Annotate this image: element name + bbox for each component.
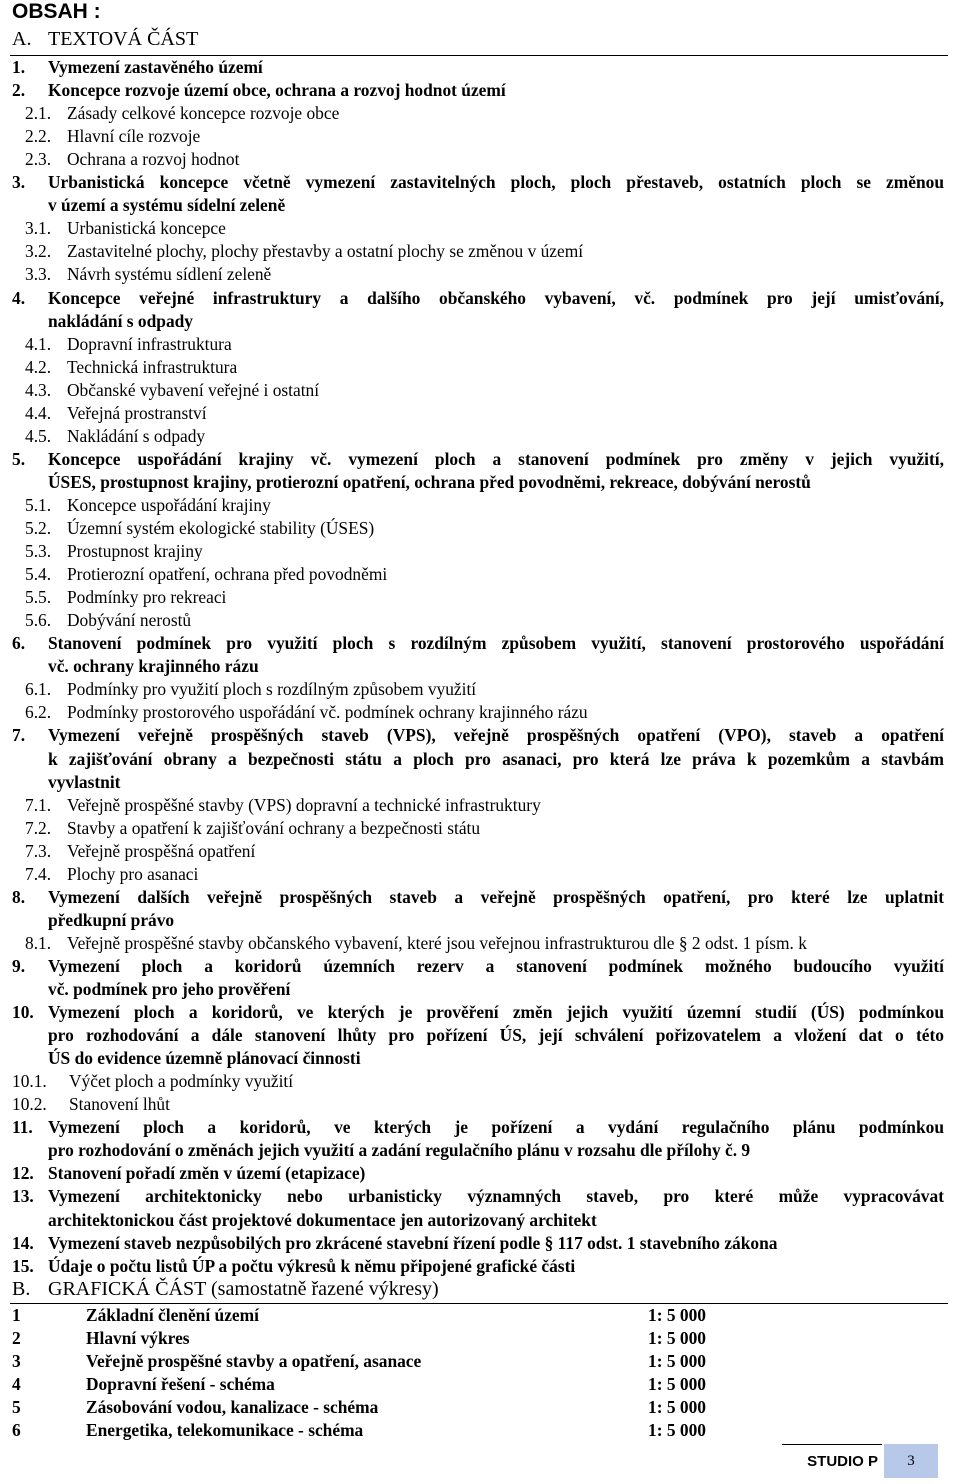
- toc-title: pro rozhodování a dále stanovení lhůty pro pořízení ÚS, její schválení pořizovatelem a vložení dat o této: [48, 1025, 944, 1046]
- toc-title: Koncepce rozvoje území obce, ochrana a rozvoj hodnot území: [48, 80, 506, 101]
- toc-title: Koncepce uspořádání krajiny vč. vymezení ploch a stanovení podmínek pro změny v jejich využití,: [48, 448, 944, 469]
- toc-subchapter-line: [0, 425, 960, 448]
- toc-title: Podmínky pro rekreaci: [67, 587, 227, 608]
- toc-chapter-line: [0, 632, 960, 655]
- drawing-scale: 1: 5 000: [648, 1420, 706, 1440]
- toc-title: Vymezení ploch a koridorů, ve kterých je pořízení a vydání regulačního plánu podmínkou: [48, 1117, 944, 1138]
- toc-chapter-line: [0, 1255, 960, 1278]
- toc-chapter-line: [0, 1209, 960, 1232]
- section-a-heading: [12, 28, 198, 51]
- toc-number: 10.: [12, 1002, 34, 1023]
- toc-chapter-line: [0, 471, 960, 494]
- section-a-letter: A.: [12, 28, 32, 50]
- toc-number: 2.2.: [25, 126, 52, 147]
- toc-title: Vymezení ploch a koridorů územních rezerv a stanovení podmínek možného budoucího využití: [48, 955, 944, 976]
- toc-number: 5.2.: [25, 518, 52, 538]
- toc-title: Podmínky pro využití ploch s rozdílným způsobem využití: [67, 679, 477, 700]
- toc-chapter-line: [0, 978, 960, 1001]
- drawing-name: Zásobování vodou, kanalizace - schéma: [86, 1397, 379, 1417]
- toc-chapter-line: [0, 724, 960, 747]
- toc-title: architektonickou část projektové dokumentace jen autorizovaný architekt: [48, 1209, 597, 1230]
- toc-title: Dopravní infrastruktura: [67, 333, 232, 354]
- drawing-name: Základní členění území: [86, 1305, 259, 1325]
- toc-subchapter-line: [0, 840, 960, 863]
- toc-title: Zásady celkové koncepce rozvoje obce: [67, 103, 340, 124]
- toc-subchapter-line: [0, 586, 960, 609]
- toc-subchapter-line: [0, 678, 960, 701]
- toc-number: 7.: [12, 725, 26, 746]
- toc-number: 7.1.: [25, 794, 52, 815]
- toc-title: Územní systém ekologické stability (ÚSES): [67, 518, 375, 538]
- toc-subchapter-line: [0, 494, 960, 517]
- toc-subchapter-line: [0, 701, 960, 724]
- toc-title: Stavby a opatření k zajišťování ochrany a bezpečnosti státu: [67, 817, 481, 838]
- toc-title: Stanovení lhůt: [69, 1094, 170, 1115]
- drawing-number: 6: [12, 1420, 21, 1440]
- toc-number: 4.1.: [25, 333, 52, 354]
- toc-chapter-line: [0, 748, 960, 771]
- toc-title: ÚS do evidence územně plánovací činnosti: [48, 1048, 361, 1069]
- toc-subchapter-line: [0, 863, 960, 886]
- toc-number: 4.3.: [25, 379, 52, 400]
- toc-title: vč. ochrany krajinného rázu: [48, 656, 259, 677]
- toc-title: Veřejně prospěšná opatření: [67, 840, 256, 861]
- drawing-number: 5: [12, 1397, 21, 1417]
- drawing-scale: 1: 5 000: [648, 1305, 706, 1325]
- toc-number: 3.: [12, 172, 26, 193]
- toc-subchapter-line: [0, 125, 960, 148]
- toc-subchapter-line: [0, 217, 960, 240]
- toc-number: 12.: [12, 1163, 34, 1184]
- toc-chapter-line: [0, 1139, 960, 1162]
- toc-title: Stanovení podmínek pro využití ploch s rozdílným způsobem využití, stanovení prostorového uspořádání: [48, 633, 944, 654]
- drawing-name: Hlavní výkres: [86, 1328, 190, 1348]
- toc-number: 4.: [12, 287, 26, 308]
- toc-title: Urbanistická koncepce: [67, 218, 226, 239]
- toc-title: Dobývání nerostů: [67, 610, 192, 631]
- toc-title: Vymezení veřejně prospěšných staveb (VPS), veřejně prospěšných opatření (VPO), staveb a opatření: [48, 725, 944, 746]
- drawing-row: [0, 1396, 960, 1419]
- section-b-heading: [12, 1278, 439, 1301]
- toc-number: 3.3.: [25, 264, 52, 285]
- toc-number: 6.2.: [25, 702, 52, 723]
- toc-number: 11.: [12, 1117, 33, 1138]
- toc-number: 6.: [12, 633, 26, 654]
- toc-number: 2.1.: [25, 103, 52, 124]
- toc-number: 15.: [12, 1255, 34, 1276]
- page-footer: [782, 1444, 958, 1478]
- drawing-row: [0, 1373, 960, 1396]
- toc-title: Koncepce uspořádání krajiny: [67, 494, 271, 515]
- toc-number: 3.2.: [25, 241, 52, 262]
- toc-number: 5.1.: [25, 494, 52, 515]
- toc-title: nakládání s odpady: [48, 310, 194, 331]
- toc-title: Stanovení pořadí změn v území (etapizace): [48, 1163, 366, 1184]
- toc-subchapter-line: [0, 794, 960, 817]
- toc-number: 4.5.: [25, 425, 52, 446]
- drawing-number: 1: [12, 1305, 21, 1325]
- toc-number: 7.3.: [25, 840, 52, 861]
- toc-chapter-line: [0, 955, 960, 978]
- toc-title: Vymezení zastavěného území: [48, 57, 263, 77]
- toc-chapter-line: [0, 1024, 960, 1047]
- toc-subchapter-line: [0, 263, 960, 286]
- toc-number: 8.1.: [25, 932, 52, 953]
- toc-title: Koncepce veřejné infrastruktury a dalšího občanského vybavení, vč. podmínek pro její umisťování,: [48, 287, 944, 308]
- toc-number: 1.: [12, 57, 26, 77]
- toc-number: 3.1.: [25, 218, 52, 239]
- toc-subchapter-line: [0, 102, 960, 125]
- toc-title: Návrh systému sídlení zeleně: [67, 264, 272, 285]
- toc-subchapter-line: [0, 563, 960, 586]
- toc-chapter-line: [0, 1001, 960, 1024]
- drawing-row: [0, 1419, 960, 1442]
- page-number: 3: [884, 1444, 938, 1478]
- toc-subchapter-line: [0, 1070, 960, 1093]
- drawing-row: [0, 1327, 960, 1350]
- toc-title: vč. podmínek pro jeho prověření: [48, 979, 291, 999]
- toc-number: 10.1.: [12, 1071, 47, 1092]
- toc-title: předkupní právo: [48, 909, 175, 930]
- toc-number: 2.3.: [25, 149, 52, 170]
- toc-number: 7.4.: [25, 863, 52, 884]
- toc-title: Urbanistická koncepce včetně vymezení zastavitelných ploch, ploch přestaveb, ostatních ploch se změnou: [48, 172, 944, 193]
- toc-number: 7.2.: [25, 817, 52, 838]
- section-a-title: TEXTOVÁ ČÁST: [48, 28, 199, 50]
- toc-subchapter-line: [0, 540, 960, 563]
- toc-chapter-line: [0, 310, 960, 333]
- toc-chapter-line: [0, 1047, 960, 1070]
- toc-title: Plochy pro asanaci: [67, 863, 199, 884]
- toc-title: Vymezení ploch a koridorů, ve kterých je prověření změn jejich využití územní studií (ÚS) podmínkou: [48, 1002, 944, 1023]
- toc-chapter-line: [0, 194, 960, 217]
- drawing-number: 4: [12, 1374, 21, 1394]
- toc-title: Veřejně prospěšné stavby občanského vybavení, které jsou veřejnou infrastrukturou dle § 2 odst. 1 písm. k: [67, 932, 807, 953]
- toc-number: 5.: [12, 448, 26, 469]
- toc-title: Výčet ploch a podmínky využití: [69, 1071, 294, 1092]
- drawing-number: 2: [12, 1328, 21, 1348]
- toc-title: pro rozhodování o změnách jejich využití a zadání regulačního plánu v rozsahu dle přílohy č. 9: [48, 1140, 751, 1161]
- toc-number: 14.: [12, 1232, 34, 1253]
- drawing-name: Dopravní řešení - schéma: [86, 1374, 275, 1394]
- toc-title: Podmínky prostorového uspořádání vč. podmínek ochrany krajinného rázu: [67, 702, 588, 723]
- toc-title: Občanské vybavení veřejné i ostatní: [67, 379, 320, 400]
- toc-title: vyvlastnit: [48, 771, 121, 792]
- toc-chapter-line: [0, 1162, 960, 1185]
- toc-number: 8.: [12, 886, 26, 907]
- toc-subchapter-line: [0, 817, 960, 840]
- toc-subchapter-line: [0, 517, 960, 540]
- toc-number: 13.: [12, 1186, 34, 1207]
- toc-chapter-line: [0, 287, 960, 310]
- toc-number: 9.: [12, 955, 26, 976]
- drawing-scale: 1: 5 000: [648, 1374, 706, 1394]
- toc-subchapter-line: [0, 333, 960, 356]
- toc-title: Nakládání s odpady: [67, 425, 206, 446]
- toc-title: Veřejně prospěšné stavby (VPS) dopravní a technické infrastruktury: [67, 794, 541, 815]
- contents-heading: OBSAH :: [12, 0, 101, 23]
- toc-title: Prostupnost krajiny: [67, 541, 203, 562]
- toc-subchapter-line: [0, 1093, 960, 1116]
- drawing-name: Energetika, telekomunikace - schéma: [86, 1420, 364, 1440]
- toc-number: 6.1.: [25, 679, 52, 700]
- toc-title: Protierozní opatření, ochrana před povodněmi: [67, 564, 388, 585]
- toc-chapter-line: [0, 171, 960, 194]
- toc-number: 4.4.: [25, 402, 52, 423]
- toc-chapter-line: [0, 56, 960, 79]
- toc-number: 5.4.: [25, 564, 52, 585]
- toc-title: Vymezení staveb nezpůsobilých pro zkrácené stavební řízení podle § 117 odst. 1 stavebního zákona: [48, 1232, 778, 1253]
- toc-title: v území a systému sídelní zeleně: [48, 195, 286, 216]
- toc-subchapter-line: [0, 379, 960, 402]
- section-b-letter: B.: [12, 1278, 31, 1300]
- toc-subchapter-line: [0, 240, 960, 263]
- toc-title: Technická infrastruktura: [67, 356, 238, 377]
- toc-subchapter-line: [0, 148, 960, 171]
- drawing-name: Veřejně prospěšné stavby a opatření, asanace: [86, 1351, 422, 1371]
- toc-title: Vymezení architektonicky nebo urbanisticky významných staveb, pro které může vypracovávat: [48, 1186, 944, 1207]
- toc-title: Ochrana a rozvoj hodnot: [67, 149, 240, 170]
- drawing-row: [0, 1350, 960, 1373]
- drawing-row: [0, 1304, 960, 1327]
- toc-title: Vymezení dalších veřejně prospěšných staveb a veřejně prospěšných opatření, pro které lze uplatnit: [48, 886, 944, 907]
- toc-title: Veřejná prostranství: [67, 402, 207, 423]
- toc-subchapter-line: [0, 609, 960, 632]
- drawing-scale: 1: 5 000: [648, 1397, 706, 1417]
- toc-number: 10.2.: [12, 1094, 47, 1115]
- toc-number: 5.6.: [25, 610, 52, 631]
- toc-chapter-line: [0, 1232, 960, 1255]
- toc-title: k zajišťování obrany a bezpečnosti státu a ploch pro asanaci, pro která lze práva k pozemkům a stavbám: [48, 748, 944, 769]
- footer-studio: STUDIO P: [782, 1444, 882, 1478]
- drawing-number: 3: [12, 1351, 21, 1371]
- toc-subchapter-line: [0, 402, 960, 425]
- drawing-scale: 1: 5 000: [648, 1351, 706, 1371]
- section-b-title: GRAFICKÁ ČÁST (samostatně řazené výkresy): [48, 1278, 439, 1300]
- toc-subchapter-line: [0, 356, 960, 379]
- toc-chapter-line: [0, 1185, 960, 1208]
- toc-chapter-line: [0, 909, 960, 932]
- toc-title: Údaje o počtu listů ÚP a počtu výkresů k němu připojené grafické části: [48, 1255, 576, 1276]
- toc-chapter-line: [0, 1116, 960, 1139]
- toc-number: 2.: [12, 80, 26, 101]
- toc-subchapter-line: [0, 932, 960, 955]
- toc-chapter-line: [0, 79, 960, 102]
- toc-chapter-line: [0, 771, 960, 794]
- toc-title: Zastavitelné plochy, plochy přestavby a ostatní plochy se změnou v území: [67, 241, 584, 262]
- toc-number: 5.3.: [25, 541, 52, 562]
- toc-chapter-line: [0, 886, 960, 909]
- toc-chapter-line: [0, 655, 960, 678]
- toc-chapter-line: [0, 448, 960, 471]
- toc-title: ÚSES, prostupnost krajiny, protierozní opatření, ochrana před povodněmi, rekreace, dobývání nerostů: [48, 471, 811, 492]
- toc-title: Hlavní cíle rozvoje: [67, 126, 201, 147]
- drawing-scale: 1: 5 000: [648, 1328, 706, 1348]
- toc-number: 4.2.: [25, 356, 52, 377]
- toc-number: 5.5.: [25, 587, 52, 608]
